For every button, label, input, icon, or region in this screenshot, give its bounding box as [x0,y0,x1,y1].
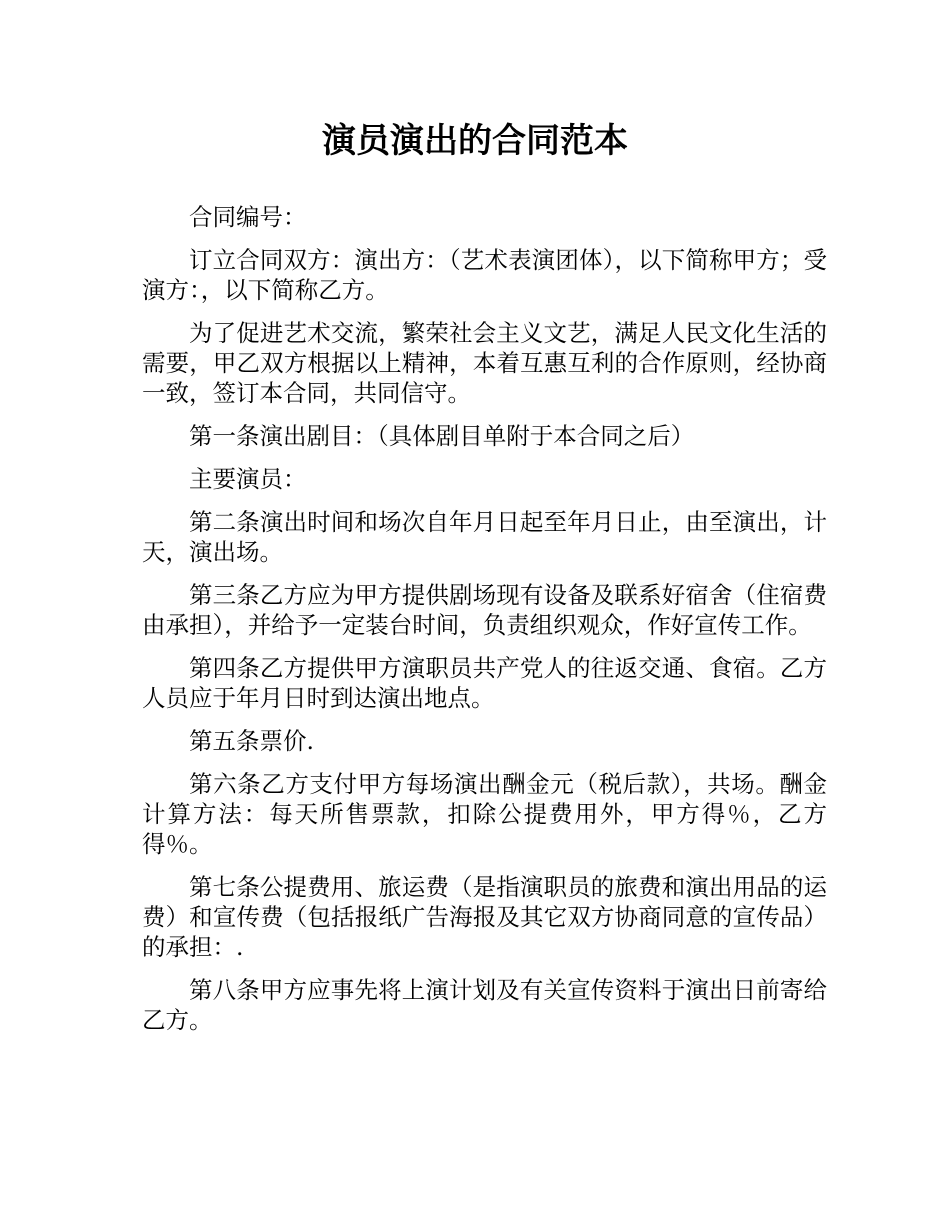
paragraph-article-5: 第五条票价. [189,727,314,755]
paragraph-article-4: 第四条乙方提供甲方演职员共产党人的往返交通、食宿。乙方人员应于年月日时到达演出地点。 [142,654,827,712]
document-title: 演员演出的合同范本 [322,121,628,161]
paragraph-article-8: 第八条甲方应事先将上演计划及有关宣传资料于演出日前寄给乙方。 [142,976,827,1034]
paragraph-article-2: 第二条演出时间和场次自年月日起至年月日止，由至演出，计天，演出场。 [142,508,827,566]
paragraph-article-6: 第六条乙方支付甲方每场演出酬金元（税后款），共场。酬金计算方法：每天所售票款，扣除公提费用外，甲方得％，乙方得％。 [142,770,827,858]
paragraph-main-actors: 主要演员： [189,465,307,493]
paragraph-parties: 订立合同双方：演出方：（艺术表演团体），以下简称甲方；受演方：，以下简称乙方。 [142,246,827,304]
document-body [142,202,827,1048]
paragraph-article-1: 第一条演出剧目：（具体剧目单附于本合同之后） [189,422,695,450]
paragraph-contract-number: 合同编号： [189,203,307,231]
paragraph-article-3: 第三条乙方应为甲方提供剧场现有设备及联系好宿舍（住宿费由承担），并给予一定装台时间，负责组织观众，作好宣传工作。 [142,581,827,639]
paragraph-preamble: 为了促进艺术交流，繁荣社会主义文艺，满足人民文化生活的需要，甲乙双方根据以上精神，本着互惠互利的合作原则，经协商一致，签订本合同，共同信守。 [142,319,827,407]
paragraph-article-7: 第七条公提费用、旅运费（是指演职员的旅费和演出用品的运费）和宣传费（包括报纸广告海报及其它双方协商同意的宣传品）的承担：. [142,873,827,961]
